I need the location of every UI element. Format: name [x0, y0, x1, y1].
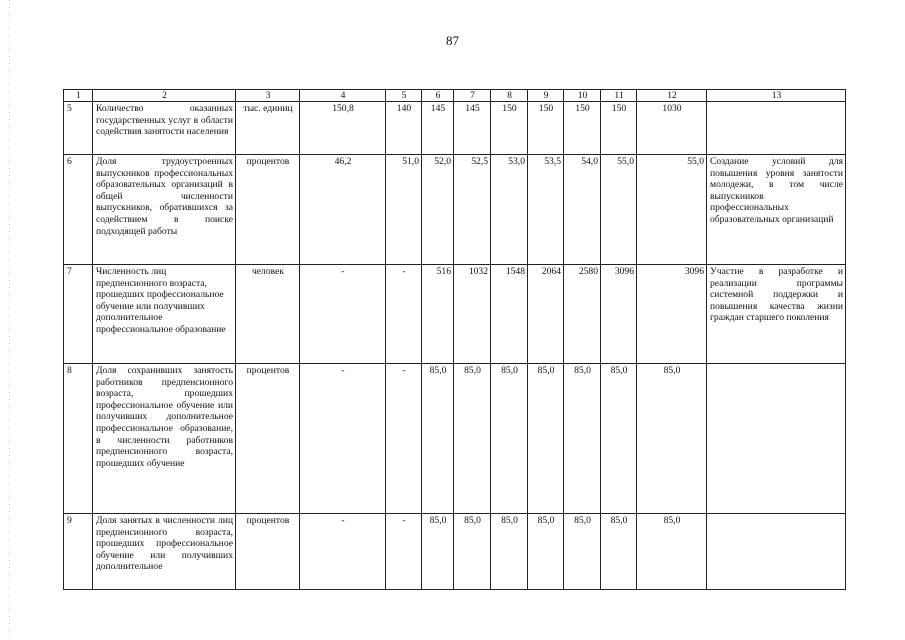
value-cell: 2580 — [564, 265, 601, 364]
column-header: 11 — [601, 90, 637, 102]
column-header: 10 — [564, 90, 601, 102]
value-cell: 55,0 — [601, 155, 637, 265]
note-cell: Участие в разработке и реализации программы системной поддержки и повышения качества жизни граждан старшего поколения — [707, 265, 846, 364]
indicators-table — [63, 89, 846, 590]
value-cell: 2064 — [528, 265, 564, 364]
column-header: 2 — [93, 90, 236, 102]
row-number: 9 — [64, 514, 93, 590]
value-cell: 150 — [564, 102, 601, 155]
value-cell: 140 — [386, 102, 422, 155]
value-cell: - — [300, 514, 386, 590]
value-cell: - — [300, 265, 386, 364]
column-header: 9 — [528, 90, 564, 102]
column-header: 8 — [491, 90, 528, 102]
value-cell: - — [386, 514, 422, 590]
column-header: 5 — [386, 90, 422, 102]
value-cell: 3096 — [637, 265, 707, 364]
value-cell: 150 — [491, 102, 528, 155]
column-number-row — [64, 90, 846, 102]
unit-cell: процентов — [236, 364, 300, 514]
row-number: 6 — [64, 155, 93, 265]
value-cell: 150 — [528, 102, 564, 155]
value-cell: 85,0 — [637, 514, 707, 590]
scan-edge-marks — [9, 0, 10, 640]
value-cell: 85,0 — [564, 364, 601, 514]
column-header: 3 — [236, 90, 300, 102]
value-cell: 85,0 — [528, 364, 564, 514]
row-number: 7 — [64, 265, 93, 364]
value-cell: - — [386, 265, 422, 364]
row-number: 8 — [64, 364, 93, 514]
value-cell: 85,0 — [422, 364, 454, 514]
column-header: 4 — [300, 90, 386, 102]
value-cell: 51,0 — [386, 155, 422, 265]
value-cell: 85,0 — [637, 364, 707, 514]
note-cell: Создание условий для повышения уровня занятости молодежи, в том числе выпускников профессиональных образовательных организаций — [707, 155, 846, 265]
value-cell: 1030 — [637, 102, 707, 155]
value-cell: 85,0 — [491, 514, 528, 590]
value-cell: 55,0 — [637, 155, 707, 265]
column-header: 13 — [707, 90, 846, 102]
row-number: 5 — [64, 102, 93, 155]
value-cell: 150 — [601, 102, 637, 155]
value-cell: 1032 — [454, 265, 491, 364]
indicator-name: Численность лиц предпенсионного возраста, прошедших профессиональное обучение или получивших дополнительное профессиональное образование — [93, 265, 236, 364]
column-header: 1 — [64, 90, 93, 102]
value-cell: 53,5 — [528, 155, 564, 265]
value-cell: 85,0 — [454, 364, 491, 514]
table-row — [64, 514, 846, 590]
value-cell: 145 — [422, 102, 454, 155]
value-cell: 46,2 — [300, 155, 386, 265]
value-cell: 85,0 — [491, 364, 528, 514]
value-cell: 85,0 — [528, 514, 564, 590]
value-cell: 52,0 — [422, 155, 454, 265]
value-cell: 54,0 — [564, 155, 601, 265]
column-header: 7 — [454, 90, 491, 102]
value-cell: 85,0 — [564, 514, 601, 590]
indicator-name: Доля сохранивших занятость работников предпенсионного возраста, прошедших профессиональное обучение или получивших дополнительное профессиональное образование, в численности работников предпенсионного возраста, прошедших обучение — [93, 364, 236, 514]
value-cell: 85,0 — [422, 514, 454, 590]
value-cell: 52,5 — [454, 155, 491, 265]
indicator-name: Доля трудоустроенных выпускников профессиональных образовательных организаций в общей численности выпускников, обратившихся за содействием в поиске подходящей работы — [93, 155, 236, 265]
note-cell — [707, 102, 846, 155]
column-header: 12 — [637, 90, 707, 102]
value-cell: 1548 — [491, 265, 528, 364]
value-cell: 145 — [454, 102, 491, 155]
value-cell: 3096 — [601, 265, 637, 364]
table-row — [64, 364, 846, 514]
table-row — [64, 265, 846, 364]
note-cell — [707, 514, 846, 590]
unit-cell: процентов — [236, 155, 300, 265]
value-cell: 85,0 — [454, 514, 491, 590]
page-number: 87 — [446, 33, 459, 48]
note-cell — [707, 364, 846, 514]
indicator-name: Доля занятых в численности лиц предпенсионного возраста, прошедших профессиональное обучение или получивших дополнительное — [93, 514, 236, 590]
value-cell: 150,8 — [300, 102, 386, 155]
value-cell: 53,0 — [491, 155, 528, 265]
unit-cell: тыс. единиц — [236, 102, 300, 155]
unit-cell: процентов — [236, 514, 300, 590]
table-row — [64, 102, 846, 155]
value-cell: 85,0 — [601, 364, 637, 514]
value-cell: 85,0 — [601, 514, 637, 590]
indicator-name: Количество оказанных государственных услуг в области содействия занятости населения — [93, 102, 236, 155]
value-cell: - — [300, 364, 386, 514]
unit-cell: человек — [236, 265, 300, 364]
value-cell: - — [386, 364, 422, 514]
column-header: 6 — [422, 90, 454, 102]
table-row — [64, 155, 846, 265]
value-cell: 516 — [422, 265, 454, 364]
